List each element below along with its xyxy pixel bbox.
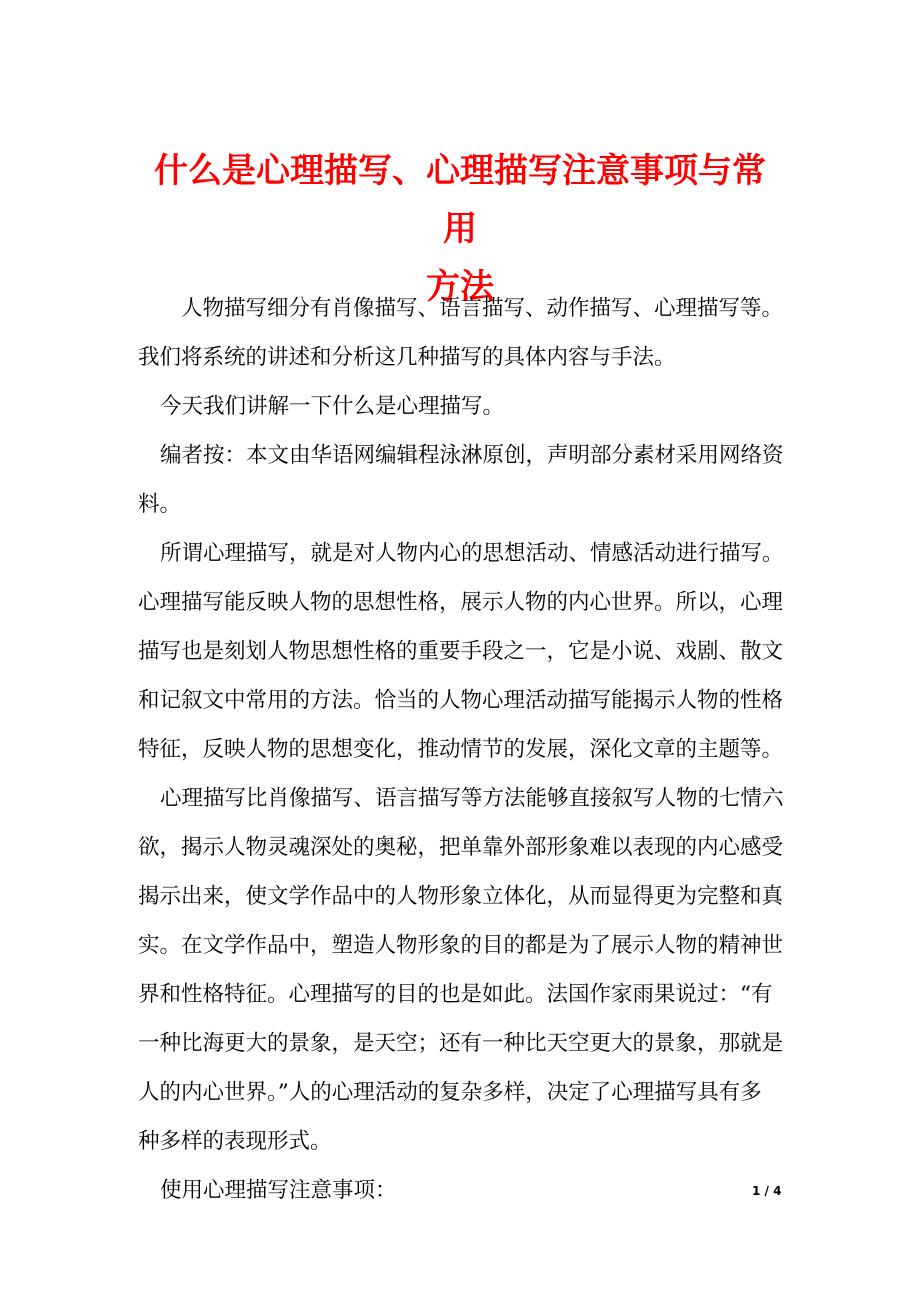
- text-line: 心理描写能反映人物的思想性格，展示人物的内心世界。所以，心理: [138, 590, 784, 615]
- page-number: 1 / 4: [752, 1184, 782, 1198]
- text-line: 描写也是刻划人物思想性格的重要手段之一，它是小说、戏剧、散文: [138, 639, 784, 664]
- text-line: 心理描写比肖像描写、语言描写等方法能够直接叙写人物的七情六: [160, 786, 784, 811]
- title-line-2: 方法: [426, 267, 494, 307]
- text-line: 一种比海更大的景象，是天空；还有一种比天空更大的景象，那就是: [138, 1031, 784, 1056]
- text-line: 编者按：本文由华语网编辑程泳淋原创，声明部分素材采用网络资: [160, 443, 784, 468]
- title-line-1: 什么是心理描写、心理描写注意事项与常用: [154, 151, 766, 249]
- paragraph-today: [138, 382, 784, 431]
- paragraph-notes-heading: [138, 1166, 784, 1215]
- text-line: 界和性格特征。心理描写的目的也是如此。法国作家雨果说过：“有: [138, 982, 773, 1007]
- text-line: 我们将系统的讲述和分析这几种描写的具体内容与手法。: [138, 345, 676, 370]
- paragraph-intro: [138, 284, 784, 382]
- text-line: 种多样的表现形式。: [138, 1129, 332, 1154]
- text-line: 实。在文学作品中，塑造人物形象的目的都是为了展示人物的精神世: [138, 933, 784, 958]
- text-line: 特征，反映人物的思想变化，推动情节的发展，深化文章的主题等。: [138, 737, 784, 762]
- text-line: 人的内心世界。”人的心理活动的复杂多样，决定了心理描写具有多: [138, 1080, 762, 1105]
- text-line: 使用心理描写注意事项：: [160, 1178, 397, 1203]
- text-line: 和记叙文中常用的方法。恰当的人物心理活动描写能揭示人物的性格: [138, 688, 784, 713]
- document-body: [138, 284, 784, 1215]
- paragraph-editor-note: [138, 431, 784, 529]
- text-line: 今天我们讲解一下什么是心理描写。: [160, 394, 505, 419]
- text-line: 料。: [138, 492, 182, 517]
- paragraph-comparison: [138, 774, 784, 1166]
- text-line: 揭示出来，使文学作品中的人物形象立体化，从而显得更为完整和真: [138, 884, 784, 909]
- text-line: 欲，揭示人物灵魂深处的奥秘，把单靠外部形象难以表现的内心感受: [138, 835, 784, 860]
- text-line: 所谓心理描写，就是对人物内心的思想活动、情感活动进行描写。: [160, 541, 784, 566]
- paragraph-definition: [138, 529, 784, 774]
- text-line: 人物描写细分有肖像描写、语言描写、动作描写、心理描写等。: [181, 296, 784, 321]
